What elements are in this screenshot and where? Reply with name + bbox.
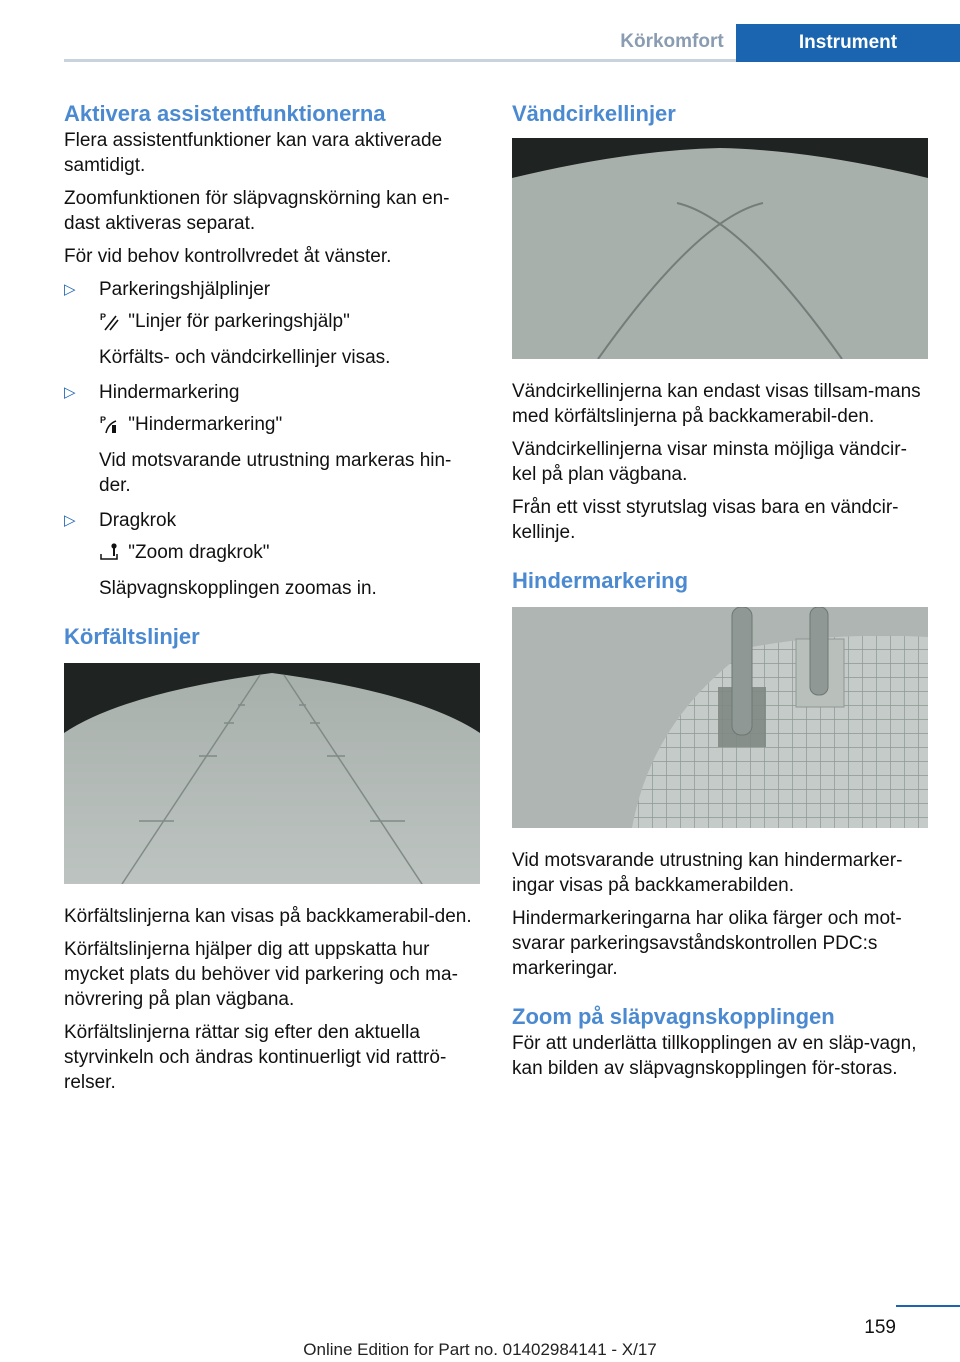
paragraph: Körfältslinjerna rättar sig efter den aktuella styrvinkeln och ändras kontinuerligt vid rattrö-relser. bbox=[64, 1022, 447, 1093]
paragraph: Vändcirkellinjerna kan endast visas tillsam-mans med körfältslinjerna på backkamerabil-den. bbox=[512, 381, 921, 427]
paragraph: Vid motsvarande utrustning kan hindermarker-ingar visas på backkamerabilden. bbox=[512, 850, 903, 896]
bullet-triangle-icon: ▷ bbox=[64, 384, 76, 401]
paragraph: Från ett visst styrutslag visas bara en vändcir-kellinje. bbox=[512, 497, 899, 543]
menu-entry-label: "Hindermarkering" bbox=[123, 414, 283, 435]
list-item-parking-lines bbox=[64, 277, 480, 370]
heading-lane-lines: Körfältslinjer bbox=[64, 624, 200, 649]
list-item-description: Släpvagnskopplingen zoomas in. bbox=[99, 578, 377, 599]
heading-activate-assist: Aktivera assistentfunktionerna bbox=[64, 101, 386, 126]
tab-section: Körkomfort bbox=[608, 24, 736, 62]
list-item-title: Parkeringshjälplinjer bbox=[99, 279, 271, 300]
svg-text:P: P bbox=[100, 415, 107, 425]
paragraph: Flera assistentfunktioner kan vara aktiverade samtidigt. bbox=[64, 130, 443, 176]
paragraph: Hindermarkeringarna har olika färger och mot-svarar parkeringsavståndskontrollen PDC:s markeringar. bbox=[512, 908, 902, 979]
list-item-title: Dragkrok bbox=[99, 510, 177, 531]
svg-text:P: P bbox=[100, 312, 107, 322]
lane-lines-figure bbox=[64, 663, 480, 884]
heading-turning-circle: Vändcirkellinjer bbox=[512, 101, 676, 126]
assist-function-list bbox=[64, 277, 480, 601]
menu-entry bbox=[99, 412, 480, 441]
bullet-triangle-icon: ▷ bbox=[64, 512, 76, 529]
footer-rule bbox=[896, 1305, 960, 1307]
menu-entry bbox=[99, 309, 480, 338]
list-item-trailer-hitch bbox=[64, 508, 480, 601]
edition-footer: Online Edition for Part no. 01402984141 - X/17 bbox=[303, 1340, 657, 1359]
paragraph: Körfältslinjerna kan visas på backkamerabil-den. bbox=[64, 906, 472, 927]
trailer-hitch-icon bbox=[99, 542, 119, 569]
header-rule bbox=[64, 59, 608, 62]
heading-obstacle-marking: Hindermarkering bbox=[512, 568, 689, 593]
tab-chapter: Instrument bbox=[736, 24, 960, 62]
paragraph: För vid behov kontrollvredet åt vänster. bbox=[64, 246, 392, 267]
paragraph: Vändcirkellinjerna visar minsta möjliga vändcir-kel på plan vägbana. bbox=[512, 439, 907, 485]
list-item-obstacle-marking bbox=[64, 380, 480, 498]
obstacle-marking-icon bbox=[99, 414, 119, 441]
turning-circle-figure bbox=[512, 138, 928, 359]
page-number: 159 bbox=[864, 1317, 896, 1338]
list-item-description: Vid motsvarande utrustning markeras hin-der. bbox=[99, 450, 452, 496]
paragraph: För att underlätta tillkopplingen av en släp-vagn, kan bilden av släpvagnskopplingen för-storas. bbox=[512, 1033, 917, 1079]
menu-entry bbox=[99, 540, 480, 569]
menu-entry-label: "Zoom dragkrok" bbox=[123, 542, 270, 563]
list-item-description: Körfälts- och vändcirkellinjer visas. bbox=[99, 347, 391, 368]
menu-entry-label: "Linjer för parkeringshjälp" bbox=[123, 311, 350, 332]
right-column bbox=[512, 100, 928, 1089]
bullet-triangle-icon: ▷ bbox=[64, 281, 76, 298]
paragraph: Zoomfunktionen för släpvagnskörning kan en-dast aktiveras separat. bbox=[64, 188, 450, 234]
header-tabs bbox=[608, 24, 960, 62]
obstacle-marking-figure bbox=[512, 607, 928, 828]
heading-hitch-zoom: Zoom på släpvagnskopplingen bbox=[512, 1004, 835, 1029]
paragraph: Körfältslinjerna hjälper dig att uppskatta hur mycket plats du behöver vid parkering och ma-növrering på plan vägbana. bbox=[64, 939, 458, 1010]
parking-lines-icon bbox=[99, 311, 119, 338]
list-item-title: Hindermarkering bbox=[99, 382, 240, 403]
left-column bbox=[64, 100, 480, 1103]
